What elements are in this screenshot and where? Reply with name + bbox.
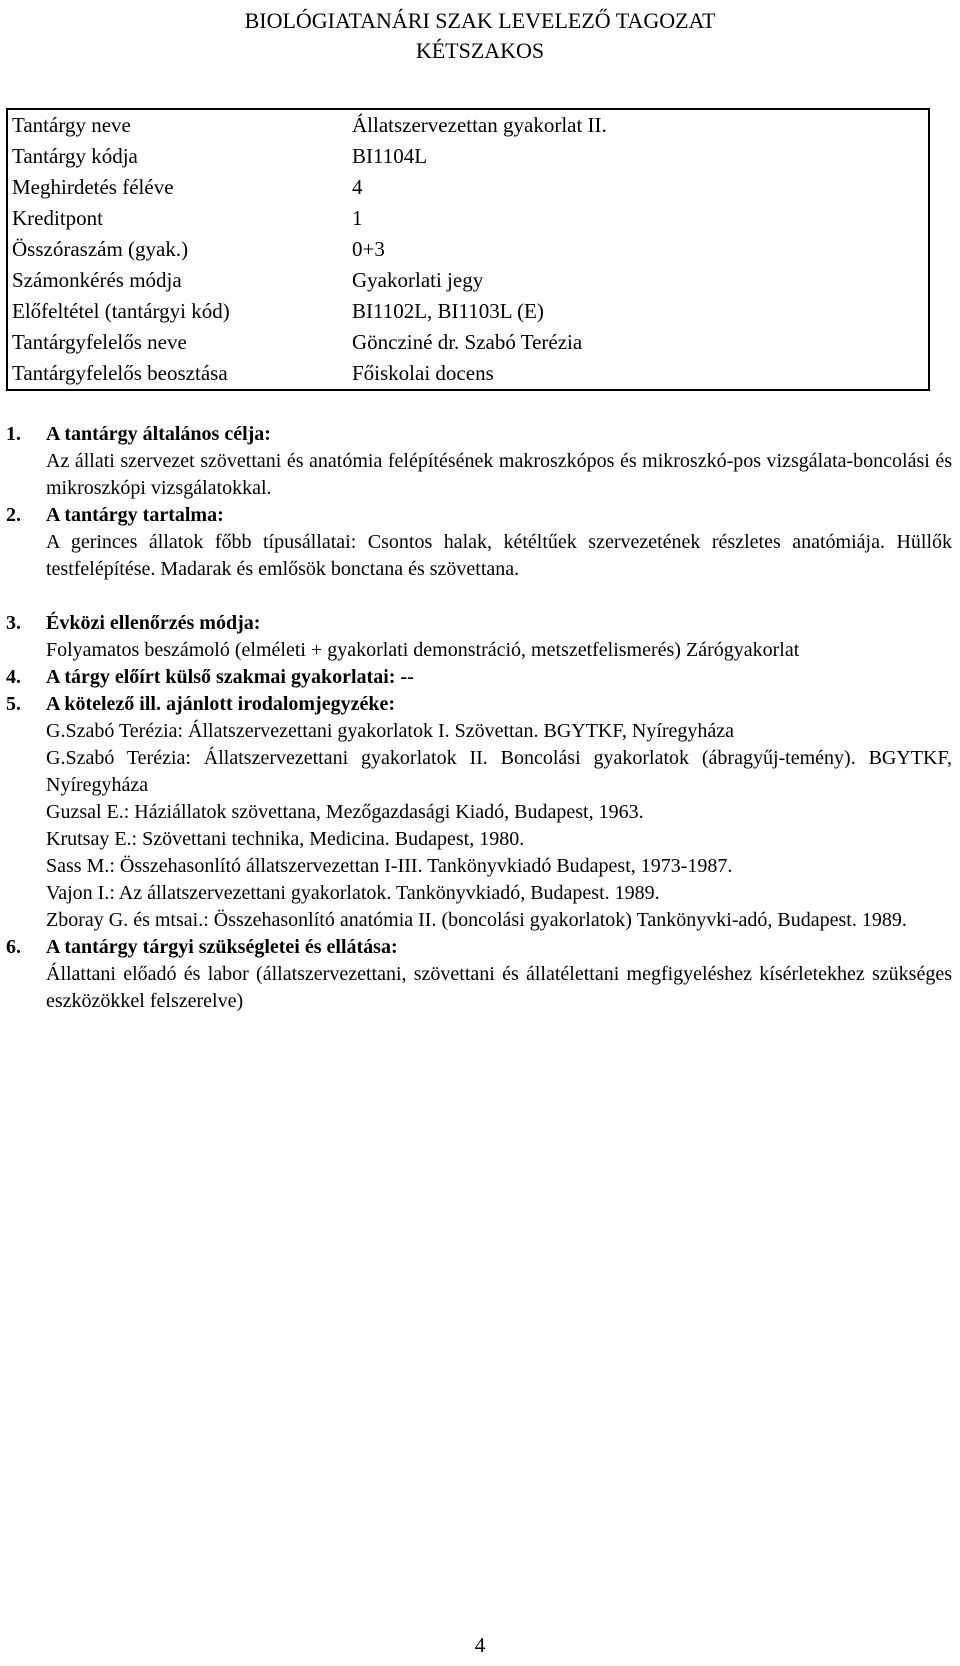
section-heading [6,610,952,637]
section-title: A tárgy előírt külső szakmai gyakorlatai: -- [46,666,414,688]
info-value: Göncziné dr. Szabó Terézia [352,330,583,354]
section-number: 6. [6,936,21,958]
section-title: A tantárgy általános célja: [46,423,271,445]
info-row [7,172,929,203]
info-row [7,358,929,390]
info-label: Kreditpont [12,206,103,230]
section-body [46,529,952,583]
info-value: Főiskolai docens [352,361,494,385]
section-number: 1. [6,423,21,445]
section-number: 2. [6,504,21,526]
section-body [46,718,952,934]
info-label: Számonkérés módja [12,268,182,292]
section-body [46,637,952,664]
section-title: A tantárgy tárgyi szükségletei és ellátása: [46,936,398,958]
section-heading [6,934,952,961]
info-value: 4 [352,175,363,199]
section-paragraph: Folyamatos beszámoló (elméleti + gyakorlati demonstráció, metszetfelismerés) Zárógyakorlat [46,639,800,661]
info-row [7,141,929,172]
section-2-content [6,502,952,583]
info-label: Tantárgyfelelős beosztása [12,361,228,385]
section-number: 5. [6,693,21,715]
section-body [46,961,952,1015]
literature-entry: Zboray G. és mtsai.: Összehasonlító anatómia II. (boncolási gyakorlatok) Tankönyvki-adó, Budapest. 1989. [46,909,907,931]
info-label: Tantárgy kódja [12,144,138,168]
literature-entry: Sass M.: Összehasonlító állatszervezettan I-III. Tankönyvkiadó Budapest, 1973-1987. [46,855,733,877]
info-label: Összóraszám (gyak.) [12,237,189,261]
course-sections [6,421,952,1015]
info-value: BI1102L, BI1103L (E) [352,299,544,323]
page-number: 4 [474,1633,486,1657]
course-info-table [6,108,930,391]
section-paragraph: Az állati szervezet szövettani és anatómia felépítésének makroszkópos és mikroszkó-pos vizsgálata-boncolási és mikroszkópi vizsgálatokkal. [46,450,952,499]
section-5-literature [6,691,952,934]
info-label: Tantárgy neve [12,113,131,137]
header-title: BIOLÓGIATANÁRI SZAK LEVELEZŐ TAGOZAT [244,8,716,33]
spacer [6,583,952,610]
section-paragraph: A gerinces állatok főbb típusállatai: Csontos halak, kétéltűek szervezetének részletes anatómiája. Hüllők testfelépítése. Madarak és emlősök bonctana és szövettana. [46,531,952,580]
header-subtitle: KÉTSZAKOS [415,38,545,63]
info-value: Gyakorlati jegy [352,268,484,292]
section-title: A tantárgy tartalma: [46,504,224,526]
info-row [7,109,929,141]
info-row [7,265,929,296]
info-value: BI1104L [352,144,428,168]
info-label: Meghirdetés féléve [12,175,174,199]
literature-entry: G.Szabó Terézia: Állatszervezettani gyakorlatok II. Boncolási gyakorlatok (ábragyűj-temény). BGYTKF, Nyíregyháza [46,747,952,796]
info-row [7,203,929,234]
literature-entry: Guzsal E.: Háziállatok szövettana, Mezőgazdasági Kiadó, Budapest, 1963. [46,801,644,823]
info-value: Állatszervezettan gyakorlat II. [352,113,607,137]
info-row [7,296,929,327]
section-heading [6,691,952,718]
literature-entry: G.Szabó Terézia: Állatszervezettani gyakorlatok I. Szövettan. BGYTKF, Nyíregyháza [46,720,735,742]
info-row [7,327,929,358]
info-value: 0+3 [352,237,385,261]
section-number: 4. [6,666,21,688]
info-value: 1 [352,206,363,230]
section-title: Évközi ellenőrzés módja: [46,612,261,634]
info-row [7,234,929,265]
section-body [46,448,952,502]
info-label: Előfeltétel (tantárgyi kód) [12,299,230,323]
section-heading [6,664,952,691]
section-4-practice [6,664,952,691]
section-1-goal [6,421,952,502]
info-label: Tantárgyfelelős neve [12,330,187,354]
literature-entry: Krutsay E.: Szövettani technika, Medicina. Budapest, 1980. [46,828,525,850]
section-3-assessment [6,610,952,664]
literature-entry: Vajon I.: Az állatszervezettani gyakorlatok. Tankönyvkiadó, Budapest. 1989. [46,882,660,904]
section-heading [6,421,952,448]
document-header [0,6,960,66]
section-heading [6,502,952,529]
section-6-requirements [6,934,952,1015]
section-paragraph: Állattani előadó és labor (állatszervezettani, szövettani és állatélettani megfigyeléshez kísérletekhez szükséges eszközökkel felszerelve) [46,963,952,1012]
section-number: 3. [6,612,21,634]
section-title: A kötelező ill. ajánlott irodalomjegyzéke: [46,693,396,715]
